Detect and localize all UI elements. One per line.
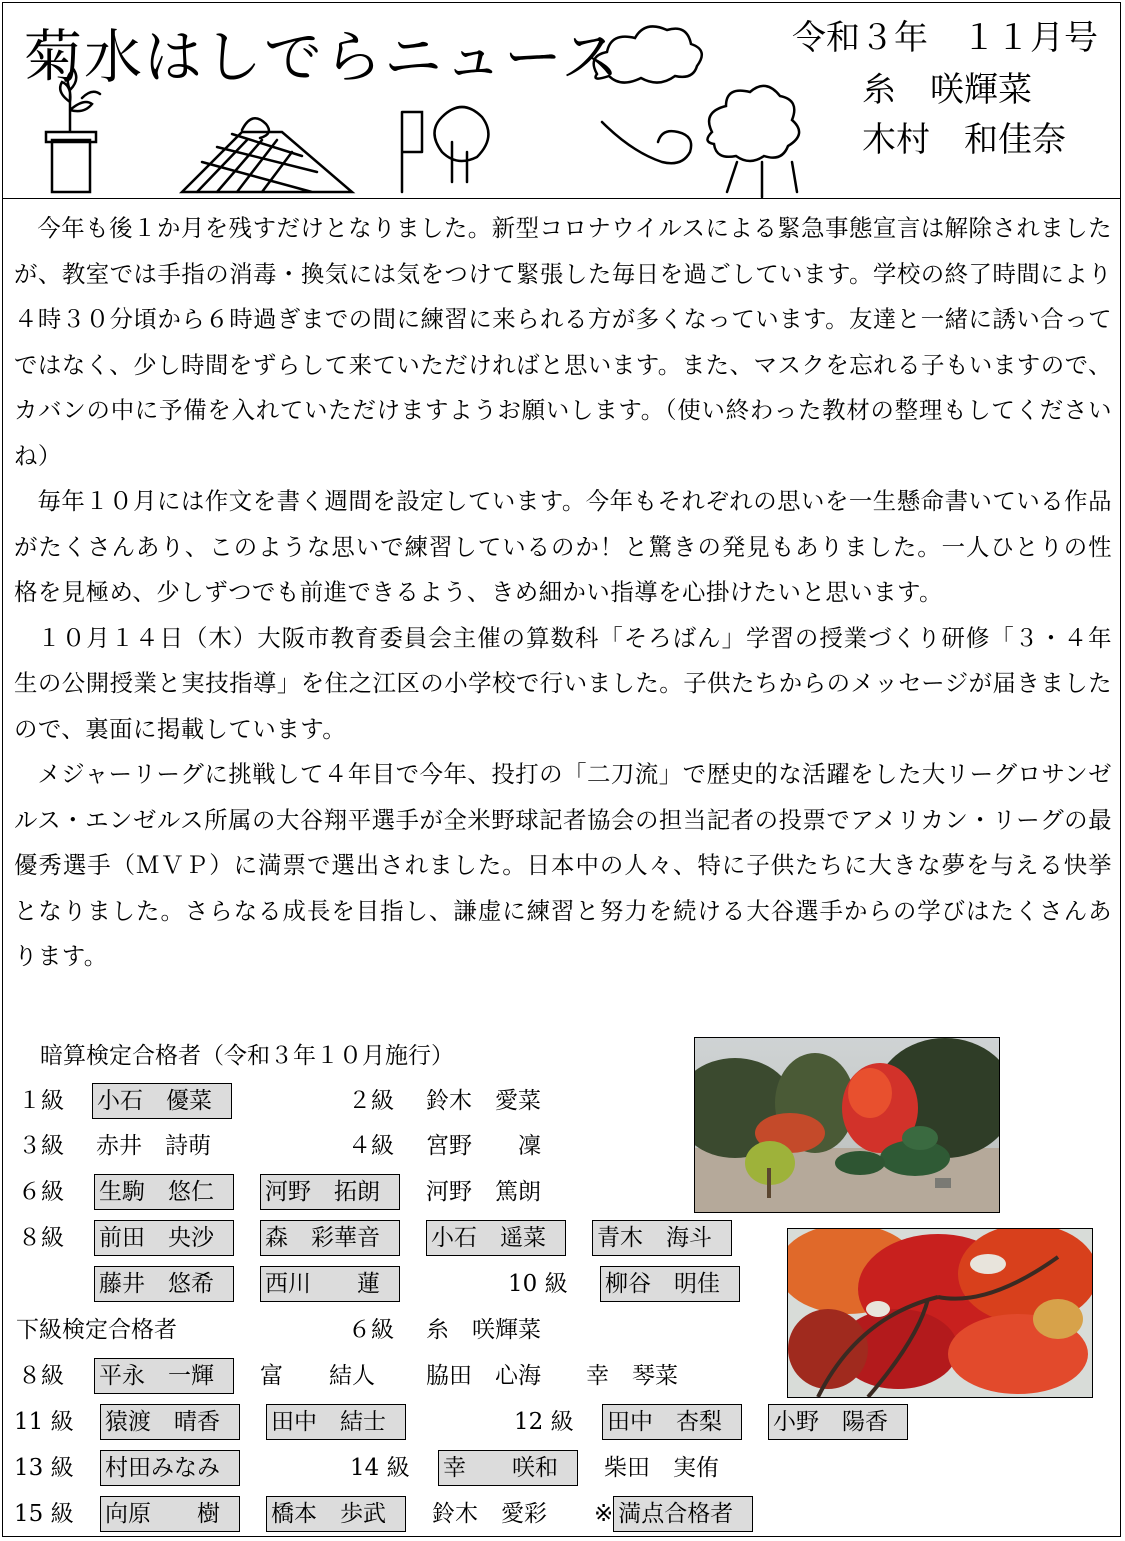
grade-label: 11 級 <box>14 1409 74 1435</box>
passer-name: 猿渡 晴香 <box>100 1404 240 1440</box>
passer-name: 柴田 実侑 <box>604 1455 719 1481</box>
figure-icon <box>402 107 488 192</box>
newsletter-title: 菊水はしでらニュース <box>24 23 622 91</box>
paragraph-1: 今年も後１か月を残すだけとなりました。新型コロナウイルスによる緊急事態宣言は解除されましたが、教室では手指の消毒・換気には気をつけて緊張した毎日を過ごしています。学校の終了時間により４時３０分頃から６時過ぎまでの間に練習に来られる方が多くなっています。友達と一緒に誘い合ってではなく、少し時間をずらして来ていただければと思います。また、マスクを忘れる子もいますので、カバンの中に予備を入れていただけますようお願いします。（使い終わった教材の整理もしてくださいね） <box>14 214 1112 470</box>
grade-label: ８級 <box>18 1225 64 1251</box>
passer-name: 幸 琴菜 <box>586 1363 678 1389</box>
passer-name: 糸 咲輝菜 <box>426 1317 541 1343</box>
author-2: 木村 和佳奈 <box>862 120 1066 160</box>
note-mark: ※ <box>594 1501 614 1527</box>
cloud-icon <box>594 26 702 82</box>
autumn-garden-image <box>695 1038 999 1212</box>
passer-name: 生駒 悠仁 <box>94 1174 234 1210</box>
grade-label: 12 級 <box>514 1409 574 1435</box>
passer-name: 河野 篤朗 <box>426 1179 541 1205</box>
grade-label: ２級 <box>348 1088 394 1114</box>
passer-name: 赤井 詩萌 <box>96 1133 211 1159</box>
perfect-score-note: 満点合格者 <box>613 1496 753 1532</box>
passer-name: 青木 海斗 <box>592 1220 732 1256</box>
passer-name: 柳谷 明佳 <box>600 1266 740 1302</box>
passer-name: 田中 結士 <box>266 1404 406 1440</box>
grade-label: ８級 <box>18 1363 64 1389</box>
slide-icon <box>602 122 691 163</box>
autumn-foliage-image <box>788 1229 1092 1397</box>
passer-name: 平永 一輝 <box>94 1358 234 1394</box>
passer-name: 鈴木 愛彩 <box>432 1501 547 1527</box>
passer-name: 前田 央沙 <box>94 1220 234 1256</box>
lattice-icon <box>182 118 352 192</box>
grade-label: ４級 <box>348 1133 394 1159</box>
anzan-heading: 暗算検定合格者（令和３年１０月施行） <box>40 1043 454 1069</box>
passer-name: 西川 蓮 <box>260 1266 400 1302</box>
kakyu-heading: 下級検定合格者 <box>16 1317 177 1343</box>
paragraph-2: 毎年１０月には作文を書く週間を設定しています。今年もそれぞれの思いを一生懸命書いている作品がたくさんあり、このような思いで練習しているのか！と驚きの発見もありました。一人ひとりの性格を見極め、少しずつでも前進できるよう、きめ細かい指導を心掛けたいと思います。 <box>14 487 1112 606</box>
tree-icon <box>707 86 799 197</box>
paragraph-4: メジャーリーグに挑戦して４年目で今年、投打の「二刀流」で歴史的な活躍をした大リーグロサンゼルス・エンゼルス所属の大谷翔平選手が全米野球記者協会の担当記者の投票でアメリカン・リーグの最優秀選手（ＭＶＰ）に満票で選出されました。日本中の人々、特に子供たちに大きな夢を与える快挙となりました。さらなる成長を目指し、謙虚に練習と努力を続ける大谷選手からの学びはたくさんあります。 <box>14 760 1112 970</box>
autumn-foliage-photo <box>787 1228 1093 1398</box>
grade-label: 15 級 <box>14 1501 74 1527</box>
passer-name: 小野 陽香 <box>768 1404 908 1440</box>
passer-name: 幸 咲和 <box>438 1450 578 1486</box>
passer-name: 小石 遥菜 <box>426 1220 566 1256</box>
grade-label: 10 級 <box>508 1271 568 1297</box>
passer-name: 宮野 凜 <box>426 1133 541 1159</box>
grade-label: １級 <box>18 1088 64 1114</box>
newsletter-header <box>2 2 1121 199</box>
autumn-garden-photo <box>694 1037 1000 1213</box>
passer-name: 小石 優菜 <box>92 1083 232 1119</box>
passer-name: 河野 拓朗 <box>260 1174 400 1210</box>
passer-name: 藤井 悠希 <box>94 1266 234 1302</box>
passer-name: 田中 杏梨 <box>602 1404 742 1440</box>
author-1: 糸 咲輝菜 <box>862 70 1032 110</box>
passer-name: 橋本 歩武 <box>266 1496 406 1532</box>
passer-name: 向原 樹 <box>100 1496 240 1532</box>
grade-label: ６級 <box>18 1179 64 1205</box>
passer-name: 森 彩華音 <box>260 1220 400 1256</box>
grade-label: 14 級 <box>350 1455 410 1481</box>
grade-label: ３級 <box>18 1133 64 1159</box>
article-body <box>14 206 1112 980</box>
passer-name: 脇田 心海 <box>426 1363 541 1389</box>
passer-name: 鈴木 愛菜 <box>426 1088 541 1114</box>
grade-label: ６級 <box>348 1317 394 1343</box>
issue-date: 令和３年 １１月号 <box>792 18 1098 58</box>
grade-label: 13 級 <box>14 1455 74 1481</box>
passer-name: 富 結人 <box>260 1363 375 1389</box>
hand-drawn-doodles <box>2 2 1121 198</box>
flower-pot-icon <box>46 70 100 192</box>
paragraph-3: １０月１４日（木）大阪市教育委員会主催の算数科「そろばん」学習の授業づくり研修「３・４年生の公開授業と実技指導」を住之江区の小学校で行いました。子供たちからのメッセージが届きましたので、裏面に掲載しています。 <box>14 623 1112 743</box>
passer-name: 村田みなみ <box>100 1450 240 1486</box>
